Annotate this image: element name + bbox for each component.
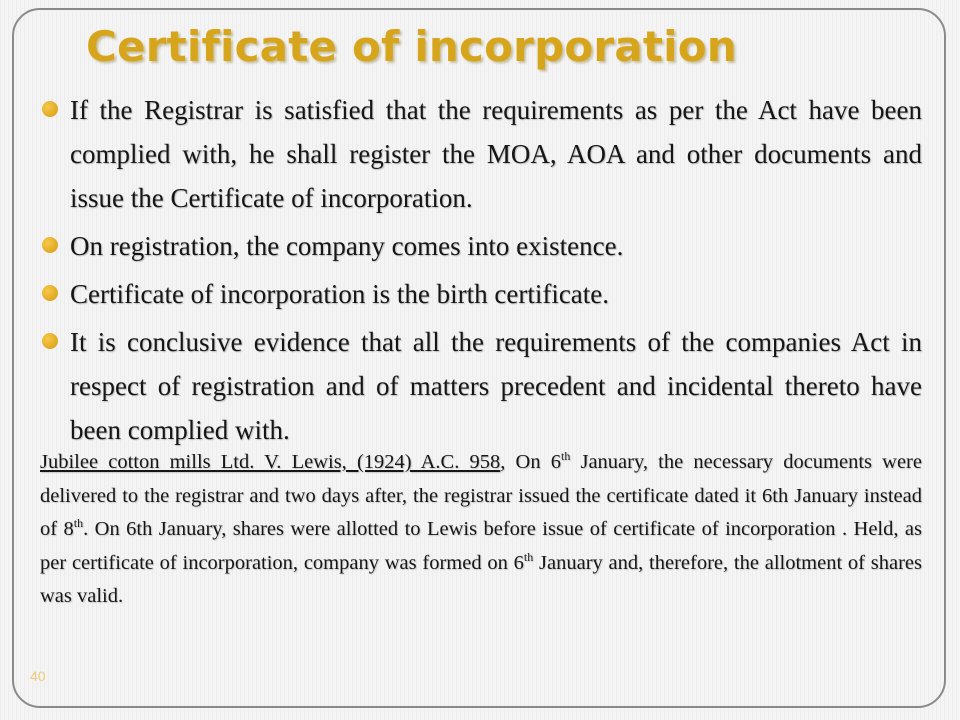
ordinal-suffix: th <box>523 549 534 564</box>
case-text: , On 6 <box>500 451 561 473</box>
bullet-dot-icon <box>42 237 58 253</box>
bullet-item <box>40 224 922 268</box>
bullet-item <box>40 272 922 316</box>
case-paragraph <box>40 446 922 614</box>
bullet-item <box>40 88 922 220</box>
bullet-list <box>40 88 922 456</box>
case-text: . On 6th January, shares were allotted to Lewis before issue of certificate of incorporation . Held, as per certificate of incorporation, company was formed on 6 <box>40 518 922 574</box>
bullet-dot-icon <box>42 333 58 349</box>
case-text: January, the necessary documents were delivered to the registrar and two days after, the registrar issued the certificate dated it 6th January instead of 8 <box>40 451 922 540</box>
bullet-text: It is conclusive evidence that all the requirements of the companies Act in respect of registration and of matters precedent and incidental thereto have been complied with. <box>70 327 922 445</box>
bullet-text: On registration, the company comes into existence. <box>70 231 624 261</box>
bullet-text: Certificate of incorporation is the birth certificate. <box>70 279 610 309</box>
slide-number: 40 <box>30 668 46 684</box>
slide-title: Certificate of incorporation <box>86 22 737 71</box>
case-text: January and, therefore, the allotment of shares was valid. <box>40 551 923 607</box>
bullet-dot-icon <box>42 285 58 301</box>
case-citation: Jubilee cotton mills Ltd. V. Lewis, (1924) A.C. 958 <box>40 451 501 473</box>
bullet-dot-icon <box>42 101 58 117</box>
ordinal-suffix: th <box>73 516 84 531</box>
bullet-item <box>40 320 922 452</box>
bullet-text: If the Registrar is satisfied that the requirements as per the Act have been complied with, he shall register the MOA, AOA and other documents and issue the Certificate of incorporation. <box>70 95 922 213</box>
ordinal-suffix: th <box>560 449 571 464</box>
